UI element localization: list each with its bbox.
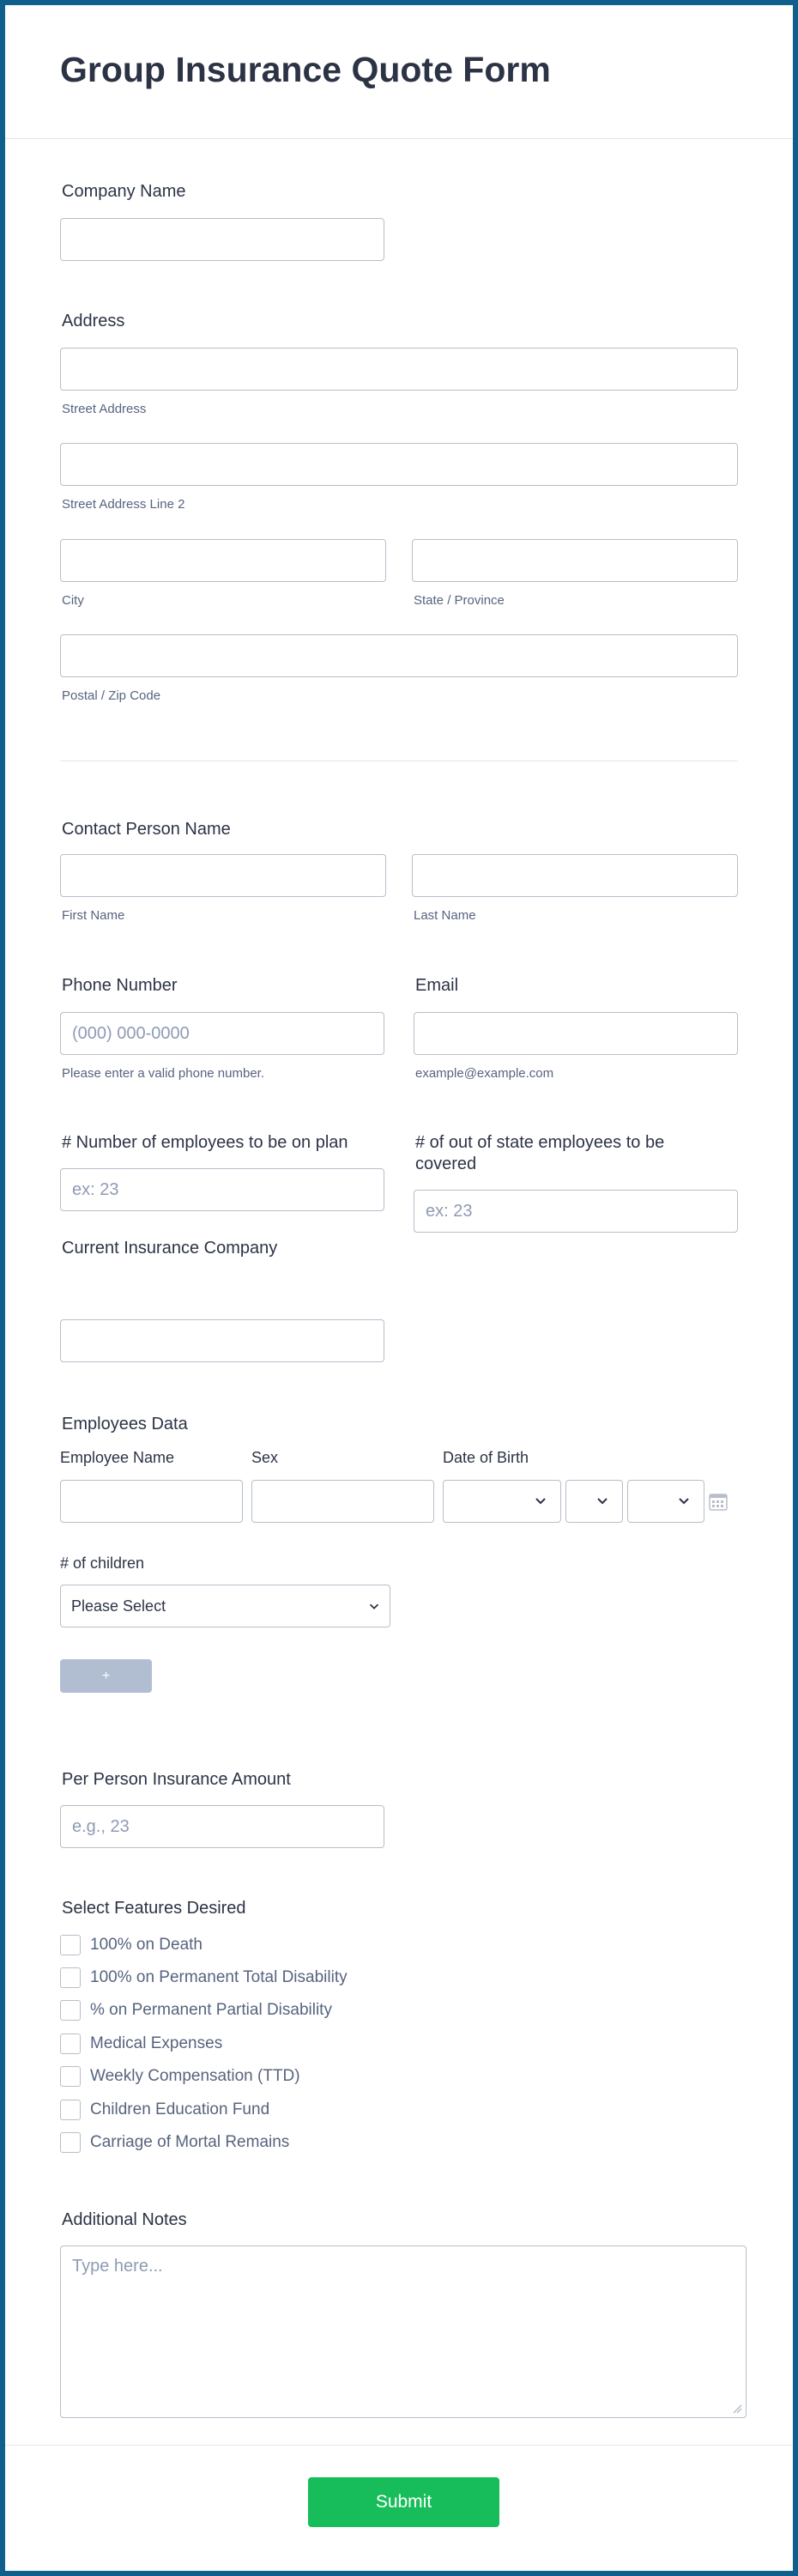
- current-insurance-input[interactable]: [60, 1319, 384, 1362]
- current-insurance-label: Current Insurance Company: [62, 1239, 278, 1258]
- feature-option[interactable]: [60, 2100, 269, 2120]
- feature-option-label: Medical Expenses: [90, 2034, 223, 2052]
- phone-hint: Please enter a valid phone number.: [62, 1066, 264, 1081]
- checkbox[interactable]: [60, 2132, 81, 2153]
- feature-option[interactable]: [60, 2066, 300, 2087]
- employee-name-input[interactable]: [60, 1480, 243, 1523]
- postal-code-input[interactable]: [60, 634, 738, 677]
- phone-input[interactable]: [60, 1012, 384, 1055]
- footer-divider: [5, 2445, 793, 2446]
- feature-option-label: Carriage of Mortal Remains: [90, 2133, 290, 2151]
- feature-option[interactable]: [60, 1935, 203, 1955]
- out-of-state-label-line1: # of out of state employees to be: [415, 1133, 665, 1152]
- city-sublabel: City: [62, 593, 84, 608]
- chevron-down-icon: [676, 1493, 692, 1508]
- email-hint: example@example.com: [415, 1066, 554, 1081]
- state-input[interactable]: [412, 539, 738, 582]
- checkbox[interactable]: [60, 1935, 81, 1955]
- per-person-amount-label: Per Person Insurance Amount: [62, 1770, 291, 1789]
- contact-person-label: Contact Person Name: [62, 820, 231, 839]
- last-name-input[interactable]: [412, 854, 738, 897]
- street-address-2-input[interactable]: [60, 443, 738, 486]
- email-label: Email: [415, 976, 459, 995]
- employees-data-label: Employees Data: [62, 1415, 188, 1433]
- submit-button[interactable]: Submit: [308, 2477, 499, 2527]
- address-label: Address: [62, 312, 125, 330]
- resize-handle-icon[interactable]: [732, 2403, 742, 2414]
- feature-option[interactable]: [60, 1967, 348, 1988]
- sex-column-header: Sex: [251, 1449, 279, 1466]
- feature-option-label: % on Permanent Partial Disability: [90, 2001, 332, 2019]
- last-name-sublabel: Last Name: [414, 908, 476, 923]
- out-of-state-input[interactable]: [414, 1190, 738, 1233]
- children-select-value: Please Select: [71, 1597, 166, 1615]
- checkbox[interactable]: [60, 2100, 81, 2120]
- dob-day-select[interactable]: [565, 1480, 623, 1523]
- city-input[interactable]: [60, 539, 386, 582]
- sex-input[interactable]: [251, 1480, 434, 1523]
- feature-option[interactable]: [60, 2132, 289, 2153]
- street-address-2-sublabel: Street Address Line 2: [62, 497, 185, 512]
- first-name-sublabel: First Name: [62, 908, 125, 923]
- company-name-input[interactable]: [60, 218, 384, 261]
- state-sublabel: State / Province: [414, 593, 505, 608]
- dob-year-select[interactable]: [627, 1480, 704, 1523]
- features-label: Select Features Desired: [62, 1899, 246, 1918]
- checkbox[interactable]: [60, 2066, 81, 2087]
- additional-notes-textarea[interactable]: [60, 2246, 747, 2418]
- checkbox[interactable]: [60, 2034, 81, 2054]
- children-select[interactable]: [60, 1585, 390, 1627]
- checkbox[interactable]: [60, 1967, 81, 1988]
- form-title: Group Insurance Quote Form: [60, 50, 551, 89]
- feature-option[interactable]: [60, 2034, 222, 2054]
- employee-name-column-header: Employee Name: [60, 1449, 175, 1466]
- calendar-icon[interactable]: [709, 1492, 728, 1511]
- phone-label: Phone Number: [62, 976, 178, 995]
- first-name-input[interactable]: [60, 854, 386, 897]
- company-name-label: Company Name: [62, 182, 186, 201]
- feature-option-label: Children Education Fund: [90, 2100, 270, 2118]
- chevron-down-icon: [533, 1493, 548, 1508]
- feature-option-label: 100% on Death: [90, 1936, 203, 1954]
- dob-column-header: Date of Birth: [443, 1449, 529, 1466]
- add-employee-button[interactable]: +: [60, 1659, 152, 1693]
- chevron-down-icon: [595, 1493, 610, 1508]
- street-address-input[interactable]: [60, 348, 738, 391]
- dob-month-select[interactable]: [443, 1480, 561, 1523]
- checkbox[interactable]: [60, 2000, 81, 2021]
- employees-on-plan-label: # Number of employees to be on plan: [62, 1133, 348, 1152]
- postal-code-sublabel: Postal / Zip Code: [62, 688, 161, 703]
- employees-on-plan-input[interactable]: [60, 1168, 384, 1211]
- children-label: # of children: [60, 1555, 145, 1572]
- out-of-state-label-line2: covered: [415, 1155, 477, 1173]
- chevron-down-icon: [367, 1599, 381, 1613]
- email-input[interactable]: [414, 1012, 738, 1055]
- header-divider: [5, 138, 793, 139]
- street-address-sublabel: Street Address: [62, 402, 147, 416]
- feature-option-label: Weekly Compensation (TTD): [90, 2067, 300, 2085]
- feature-option-label: 100% on Permanent Total Disability: [90, 1968, 348, 1986]
- per-person-amount-input[interactable]: [60, 1805, 384, 1848]
- additional-notes-label: Additional Notes: [62, 2210, 187, 2229]
- feature-option[interactable]: [60, 2000, 332, 2021]
